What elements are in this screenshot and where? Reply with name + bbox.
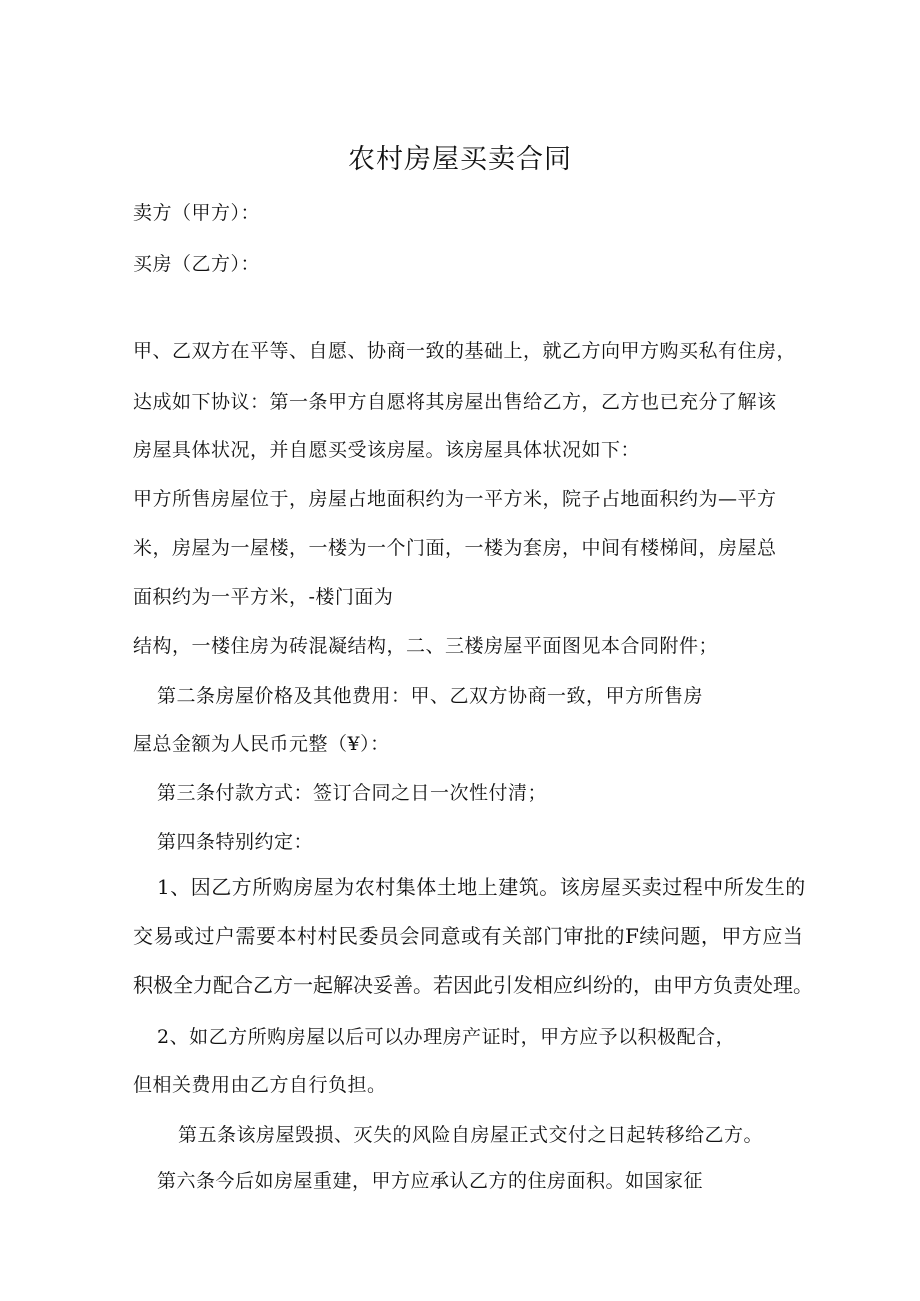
paragraph-line: 交易或过户需要本村村民委员会同意或有关部门审批的F续问题，甲方应当 <box>133 924 804 948</box>
article-three-line: 第三条付款方式：签订合同之日一次性付清； <box>157 782 548 804</box>
paragraph-line: 屋总金额为人民币元整（¥）： <box>133 733 390 755</box>
buyer-line: 买房（乙方）： <box>133 253 261 275</box>
paragraph-line: 结构，一楼住房为砖混凝结构，二、三楼房屋平面图见本合同附件； <box>133 635 719 657</box>
document-title: 农村房屋买卖合同 <box>348 144 572 175</box>
paragraph-line: 但相关费用由乙方自行负担。 <box>133 1074 387 1096</box>
paragraph-line: 甲方所售房屋位于，房屋占地面积约为一平方米，院子占地面积约为—平方 <box>133 488 777 510</box>
article-six-line: 第六条今后如房屋重建，甲方应承认乙方的住房面积。如国家征 <box>157 1170 704 1192</box>
paragraph-line: 达成如下协议：第一条甲方自愿将其房屋出售给乙方，乙方也已充分了解该 <box>133 391 777 413</box>
paragraph-line: 房屋具体状况，并自愿买受该房屋。该房屋具体状况如下： <box>133 439 641 461</box>
article-two-line: 第二条房屋价格及其他费用：甲、乙双方协商一致，甲方所售房 <box>157 685 704 707</box>
paragraph-line: 米，房屋为一屋楼，一楼为一个门面，一楼为套房，中间有楼梯间，房屋总 <box>133 537 777 559</box>
paragraph-line: 积极全力配合乙方一起解决妥善。若因此引发相应纠纷的，由甲方负责处理。 <box>133 973 813 997</box>
article-five-line: 第五条该房屋毁损、灭失的风险自房屋正式交付之日起转移给乙方。 <box>178 1124 764 1146</box>
article-four-line: 第四条特别约定： <box>157 831 314 853</box>
clause-one-line: 1、因乙方所购房屋为农村集体土地上建筑。该房屋买卖过程中所发生的 <box>157 875 806 899</box>
paragraph-line: 面积约为一平方米，-楼门面为 <box>133 586 394 608</box>
paragraph-line: 甲、乙双方在平等、自愿、协商一致的基础上，就乙方向甲方购买私有住房， <box>133 340 797 362</box>
clause-two-line: 2、如乙方所购房屋以后可以办理房产证时，甲方应予以积极配合， <box>157 1026 736 1048</box>
seller-line: 卖方（甲方）： <box>133 202 261 224</box>
